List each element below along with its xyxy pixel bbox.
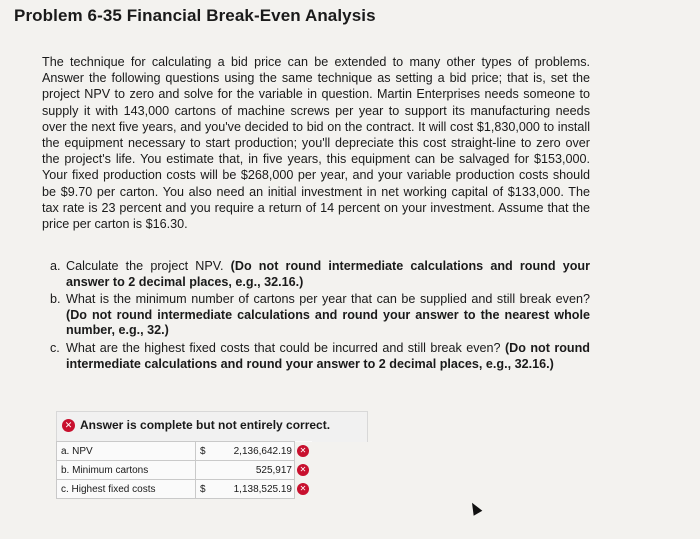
question-instruction: (Do not round intermediate calculations and round your answer to the nearest whole number, e.g., 32.) [66, 307, 590, 338]
table-row [57, 442, 312, 461]
result-banner [62, 418, 330, 432]
table-row [57, 461, 312, 480]
x-circle-icon: ✕ [62, 419, 75, 432]
question-instruction: (Do not round intermediate calculations and round your answer to 2 decimal places, e.g., 32.16.) [66, 259, 590, 289]
result-banner-text: Answer is complete but not entirely correct. [80, 418, 331, 432]
x-circle-icon: ✕ [297, 445, 309, 457]
answer-currency: $ [196, 480, 215, 499]
question-letter: a. [50, 259, 61, 273]
answer-table [56, 441, 312, 499]
question-c [50, 341, 590, 372]
answer-fixed-costs-input[interactable]: 1,138,525.19 [214, 480, 295, 499]
answer-min-cartons-input[interactable]: 525,917 [214, 461, 295, 480]
x-circle-icon: ✕ [297, 483, 309, 495]
question-text: Calculate the project NPV. [66, 259, 224, 273]
table-row [57, 480, 312, 499]
question-letter: b. [50, 292, 61, 307]
answer-currency [196, 461, 215, 480]
answer-label: a. NPV [57, 442, 196, 461]
answer-label: b. Minimum cartons [57, 461, 196, 480]
mouse-pointer-icon [468, 500, 483, 515]
problem-title: Problem 6-35 Financial Break-Even Analysis [14, 6, 376, 25]
question-b [50, 292, 590, 339]
question-list [50, 259, 590, 374]
answer-currency: $ [196, 442, 215, 461]
answer-npv-input[interactable]: 2,136,642.19 [214, 442, 295, 461]
problem-statement: The technique for calculating a bid price can be extended to many other types of problems. Answer the following questions using the same technique as setting a bid price; that is, set the project NPV to zero and solve for the variable in question. Martin Enterprises needs someone to supply it with 143,000 cartons of machine screws per year to support its manufacturing needs over the next five years, and you've decided to bid on the contract. It will cost $1,830,000 to install the equipment necessary to start production; you'll depreciate this cost straight-line to zero over the project's life. You estimate that, in five years, this equipment can be salvaged for $153,000. Your fixed production costs will be $268,000 per year, and your variable production costs should be $9.70 per carton. You also need an initial investment in net working capital of $133,000. The tax rate is 23 percent and you require a return of 14 percent on your investment. Assume that the price per carton is $16.30. [42, 55, 590, 232]
question-text: What is the minimum number of cartons per year that can be supplied and still break even? [66, 292, 590, 307]
x-circle-icon: ✕ [297, 464, 309, 476]
question-instruction: (Do not round intermediate calculations and round your answer to 2 decimal places, e.g., 32.16.) [66, 340, 591, 371]
question-text: What are the highest fixed costs that could be incurred and still break even? [66, 340, 501, 355]
question-a [50, 259, 590, 290]
answer-label: c. Highest fixed costs [57, 480, 196, 499]
question-letter: c. [50, 340, 60, 355]
